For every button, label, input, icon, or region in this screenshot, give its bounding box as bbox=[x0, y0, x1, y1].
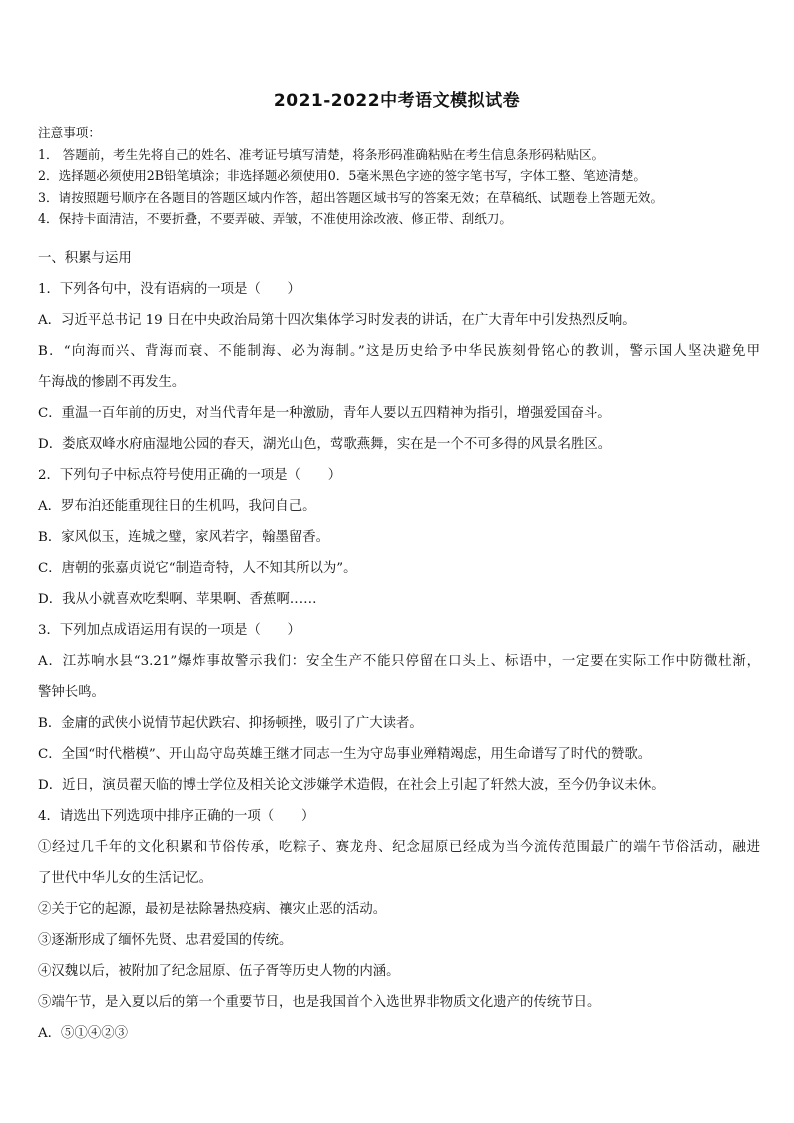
question-1-option-b: B．“向海而兴、背海而衰、不能制海、必为海制。”这是历史给予中华民族刻骨铭心的教训，警示国人坚决避免甲 bbox=[38, 344, 760, 359]
question-4-stem: 4．请选出下列选项中排序正确的一项（ ） bbox=[38, 809, 315, 824]
notice-block bbox=[38, 122, 758, 230]
notice-item: 3．请按照题号顺序在各题目的答题区域内作答，超出答题区域书写的答案无效；在草稿纸、试题卷上答题无效。 bbox=[38, 189, 664, 205]
notice-item: 1． 答题前，考生先将自己的姓名、准考证号填写清楚，将条形码准确粘贴在考生信息条形码粘贴区。 bbox=[38, 146, 605, 162]
notice-item: 4．保持卡面清洁，不要折叠，不要弄破、弄皱，不准使用涂改液、修正带、刮纸刀。 bbox=[38, 211, 512, 226]
question-4-sentence-1-cont: 了世代中华儿女的生活记忆。 bbox=[38, 871, 213, 886]
question-1-stem: 1．下列各句中，没有语病的一项是（ ） bbox=[38, 282, 301, 297]
question-2-option-a: A．罗布泊还能重现往日的生机吗，我问自己。 bbox=[38, 499, 316, 514]
question-2-option-b: B．家风似玉，连城之璧，家风若字，翰墨留香。 bbox=[38, 530, 330, 545]
question-1-option-c: C．重温一百年前的历史，对当代青年是一种激励，青年人要以五四精神为指引，增强爱国奋斗。 bbox=[38, 406, 611, 421]
section-heading: 一、积累与运用 bbox=[38, 251, 132, 266]
question-2-stem: 2．下列句子中标点符号使用正确的一项是（ ） bbox=[38, 468, 342, 483]
question-4-sentence-5: ⑤端午节，是入夏以后的第一个重要节日，也是我国首个入选世界非物质文化遗产的传统节日。 bbox=[38, 995, 601, 1010]
question-4-sentence-1: ①经过几千年的文化积累和节俗传承，吃粽子、赛龙舟、纪念屈原已经成为当今流传范围最广的端午节俗活动，融进 bbox=[38, 840, 760, 855]
question-2-option-c: C．唐朝的张嘉贞说它“制造奇特，人不知其所以为”。 bbox=[38, 561, 357, 576]
notice-item: 2．选择题必须使用2B铅笔填涂；非选择题必须使用0．5毫米黑色字迹的签字笔书写，字体工整、笔迹清楚。 bbox=[38, 168, 647, 183]
question-4-sentence-3: ③逐渐形成了缅怀先贤、忠君爱国的传统。 bbox=[38, 933, 293, 948]
question-1-option-b-cont: 午海战的惨剧不再发生。 bbox=[38, 375, 186, 390]
question-4-option-a: A．⑤①④②③ bbox=[38, 1026, 129, 1041]
question-body bbox=[38, 243, 760, 1049]
question-3-stem: 3．下列加点成语运用有误的一项是（ ） bbox=[38, 623, 301, 638]
question-3-option-a: A．江苏响水县“3.21”爆炸事故警示我们：安全生产不能只停留在口头上、标语中，一定要在实际工作中防微杜渐， bbox=[38, 654, 760, 669]
question-4-sentence-2: ②关于它的起源，最初是祛除暑热疫病、禳灾止恶的活动。 bbox=[38, 902, 387, 917]
question-4-sentence-4: ④汉魏以后，被附加了纪念屈原、伍子胥等历史人物的内涵。 bbox=[38, 964, 400, 979]
notice-heading: 注意事项： bbox=[38, 125, 101, 140]
page-title: 2021-2022中考语文模拟试卷 bbox=[273, 91, 521, 111]
question-2-option-d: D．我从小就喜欢吃梨啊、苹果啊、香蕉啊…… bbox=[38, 592, 317, 607]
question-3-option-a-cont: 警钟长鸣。 bbox=[38, 685, 105, 700]
question-1-option-a: A．习近平总书记 19 日在中央政治局第十四次集体学习时发表的讲话，在广大青年中引发热烈反响。 bbox=[38, 313, 636, 328]
question-1-option-d: D．娄底双峰水府庙湿地公园的春天，湖光山色，莺歌燕舞，实在是一个不可多得的风景名胜区。 bbox=[38, 437, 612, 452]
question-3-option-b: B．金庸的武侠小说情节起伏跌宕、抑扬顿挫，吸引了广大读者。 bbox=[38, 716, 423, 731]
question-3-option-c: C．全国“时代楷模”、开山岛守岛英雄王继才同志一生为守岛事业殚精竭虑，用生命谱写了时代的赞歌。 bbox=[38, 747, 652, 762]
question-3-option-d: D．近日，演员翟天临的博士学位及相关论文涉嫌学术造假，在社会上引起了轩然大波，至今仍争议未休。 bbox=[38, 778, 665, 793]
